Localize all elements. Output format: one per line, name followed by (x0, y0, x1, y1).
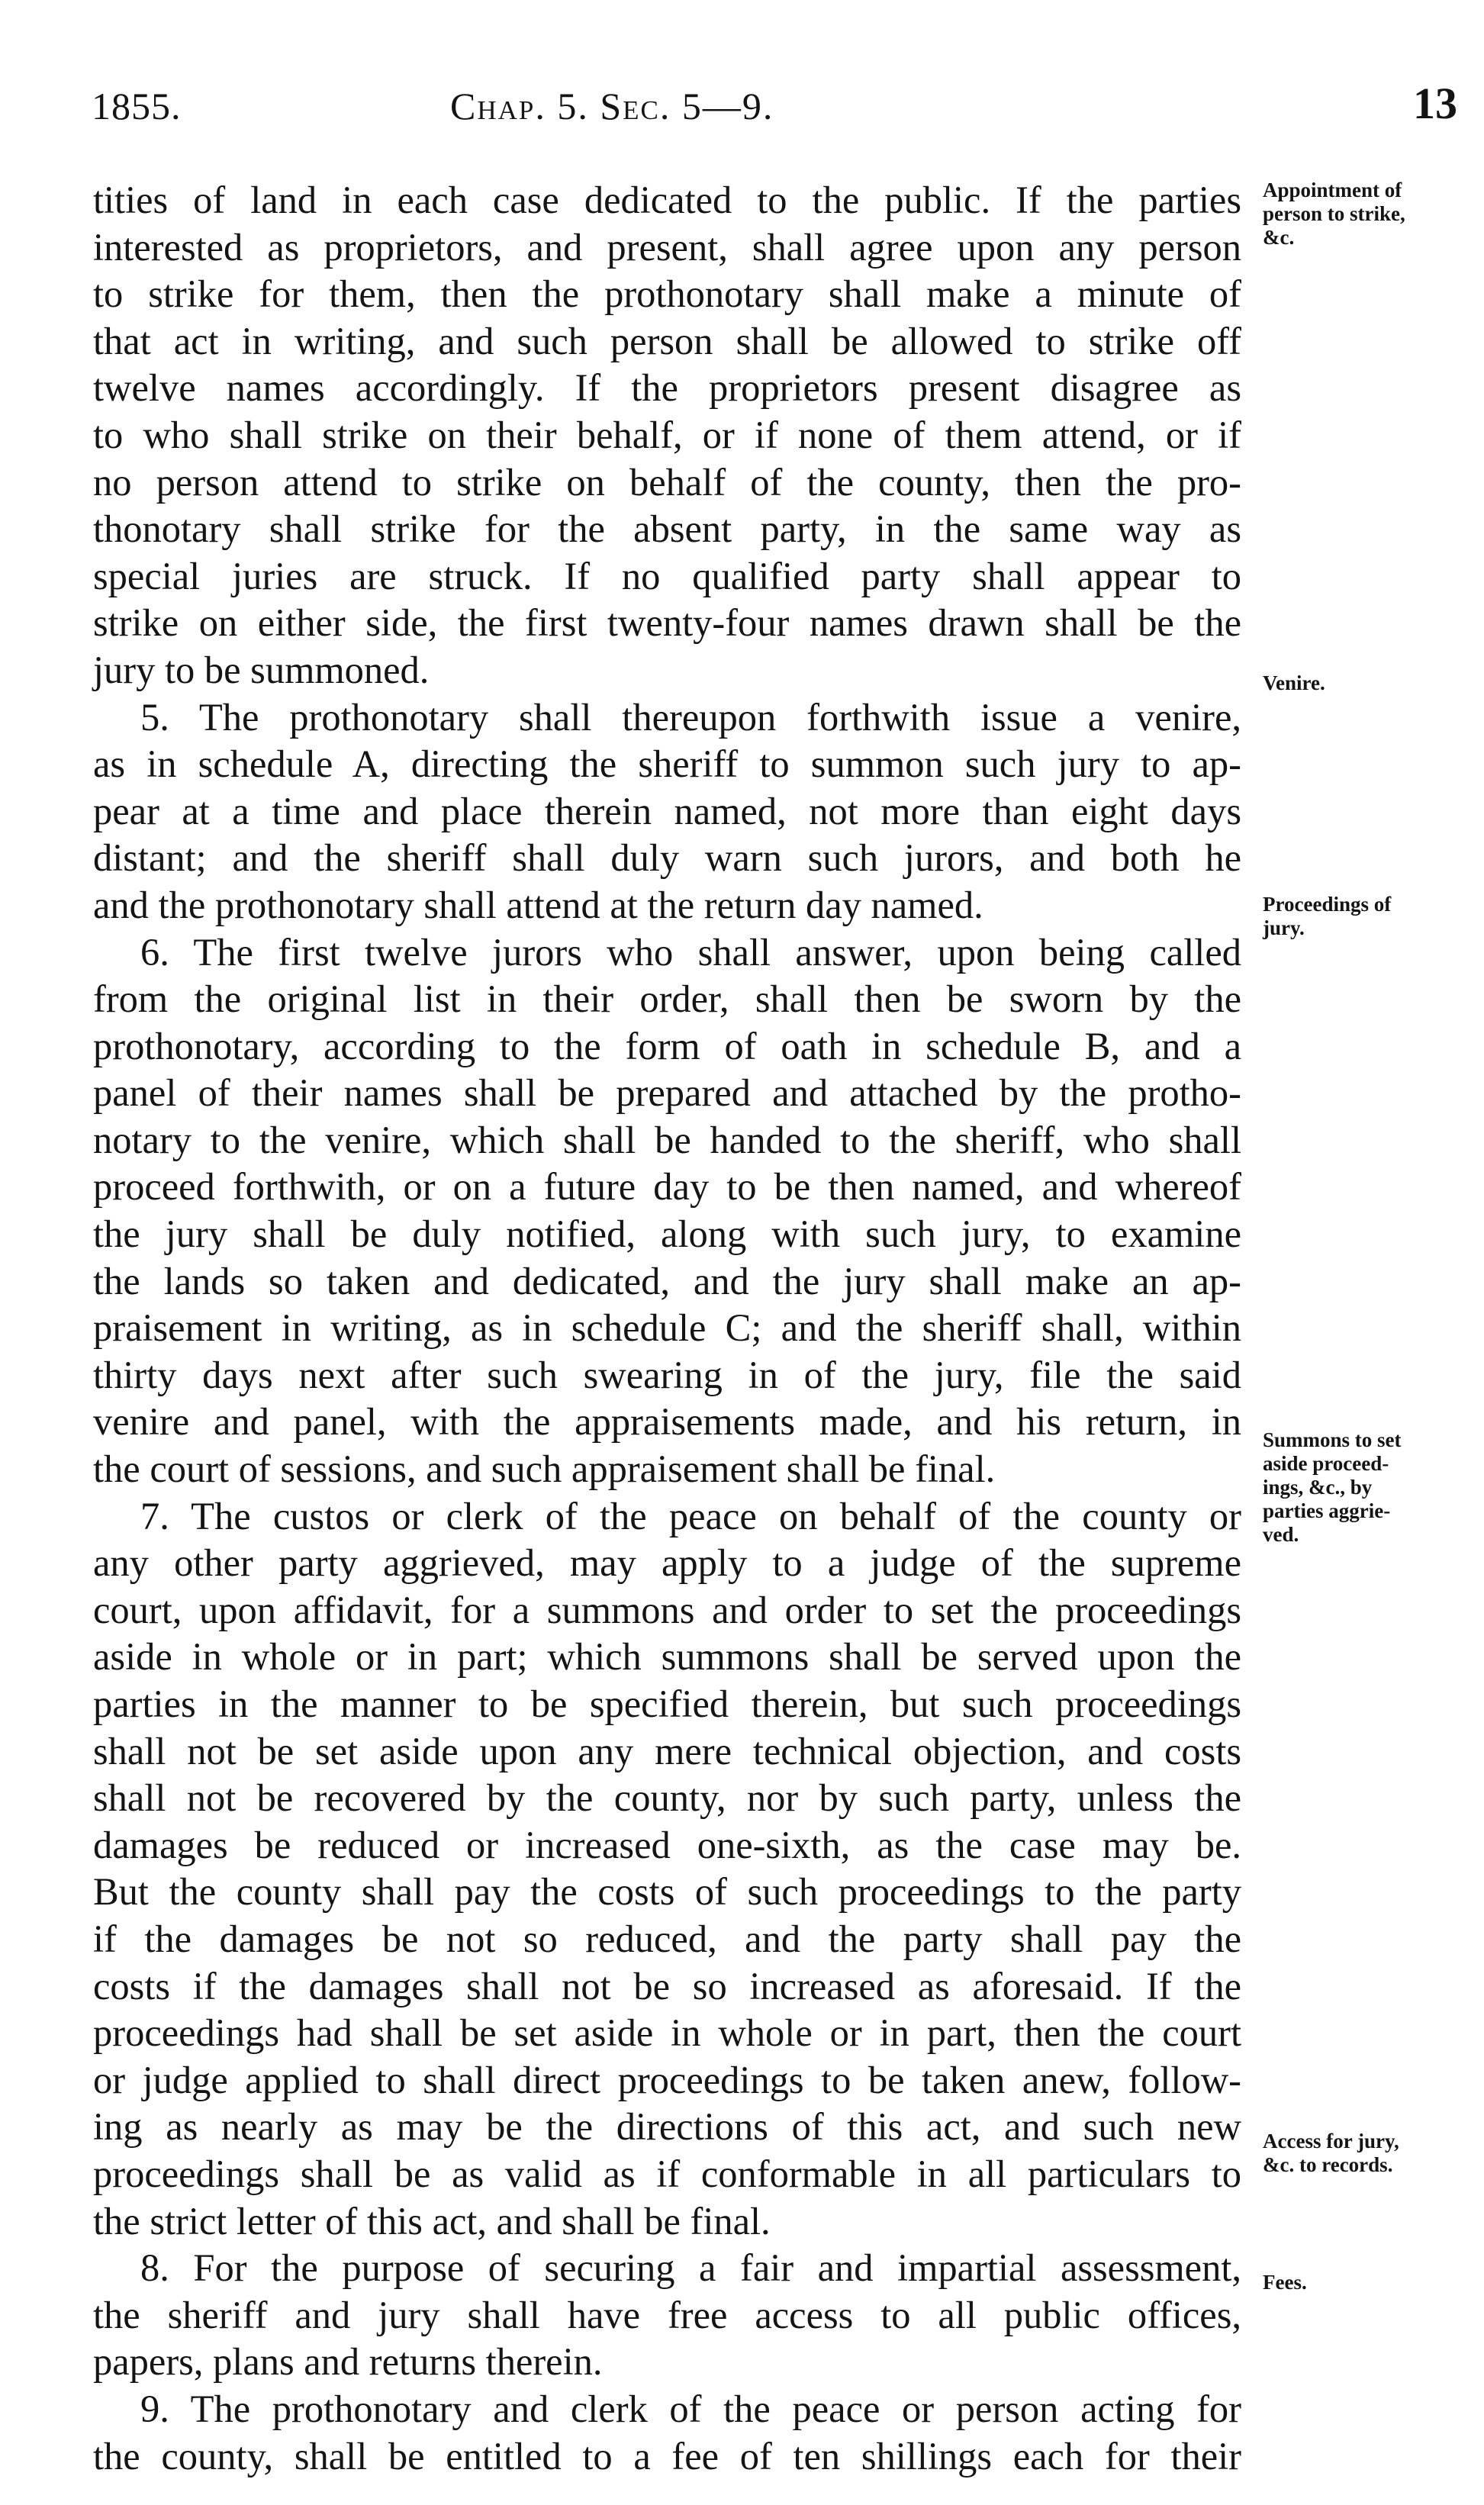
statute-body-text (93, 177, 1241, 2480)
text-line: the jury shall be duly notified, along with such jury, to examine (93, 1212, 1241, 1256)
text-line: papers, plans and returns therein. (93, 2340, 603, 2384)
margin-note-line: Appointment of (1263, 179, 1402, 201)
margin-note-line: ings, &c., by (1263, 1476, 1373, 1499)
margin-note-line: Proceedings of (1263, 893, 1392, 916)
text-line: proceedings shall be as valid as if conformable in all particulars to (93, 2152, 1241, 2195)
text-line: damages be reduced or increased one-sixth, as the case may be. (93, 1823, 1241, 1866)
text-line: jury to be summoned. (93, 648, 430, 691)
text-line: to strike for them, then the prothonotary shall make a minute of (93, 272, 1241, 316)
margin-note-line: &c. (1263, 226, 1295, 249)
text-line: prothonotary, according to the form of oath in schedule B, and a (93, 1024, 1241, 1067)
section-7-start: 7. The custos or clerk of the peace on behalf of the county or (140, 1494, 1241, 1537)
text-line: no person attend to strike on behalf of the county, then the pro- (93, 460, 1241, 504)
text-line: pear at a time and place therein named, not more than eight days (93, 789, 1241, 832)
text-line: from the original list in their order, shall then be sworn by the (93, 977, 1241, 1021)
text-line: distant; and the sheriff shall duly warn such jurors, and both he (93, 836, 1241, 880)
text-line: aside in whole or in part; which summons shall be served upon the (93, 1635, 1241, 1679)
text-line: that act in writing, and such person shall be allowed to strike off (93, 319, 1241, 362)
margin-note-line: jury. (1263, 916, 1305, 939)
text-line: any other party aggrieved, may apply to a judge of the supreme (93, 1541, 1241, 1585)
margin-note-proceedings-of-jury (1263, 893, 1461, 940)
text-line: venire and panel, with the appraisements made, and his return, in (93, 1400, 1241, 1444)
text-line: ing as nearly as may be the directions of this act, and such new (93, 2105, 1241, 2149)
section-6-start: 6. The first twelve jurors who shall answer, upon being called (140, 930, 1241, 974)
text-line: interested as proprietors, and present, shall agree upon any person (93, 225, 1241, 269)
text-line: court, upon affidavit, for a summons and order to set the proceedings (93, 1588, 1241, 1631)
text-line: thonotary shall strike for the absent party, in the same way as (93, 507, 1241, 551)
margin-note-line: ved. (1263, 1523, 1299, 1546)
header-year: 1855. (92, 85, 182, 127)
text-line: tities of land in each case dedicated to the public. If the parties (93, 179, 1241, 221)
text-line: But the county shall pay the costs of such proceedings to the party (93, 1870, 1241, 1914)
margin-note-appointment (1263, 179, 1461, 250)
text-line: parties in the manner to be specified therein, but such proceedings (93, 1682, 1241, 1725)
margin-note-fees (1263, 2271, 1461, 2294)
text-line: notary to the venire, which shall be handed to the sheriff, who shall (93, 1118, 1241, 1161)
section-5-start: 5. The prothonotary shall thereupon forthwith issue a venire, (140, 695, 1241, 739)
margin-note-line: person to strike, (1263, 202, 1405, 225)
page-number: 13 (1413, 79, 1457, 128)
margin-note-line: aside proceed- (1263, 1452, 1389, 1475)
text-line: praisement in writing, as in schedule C; and the sheriff shall, within (93, 1306, 1241, 1350)
margin-note-line: Summons to set (1263, 1428, 1402, 1451)
text-line: proceedings had shall be set aside in whole or in part, then the court (93, 2011, 1241, 2055)
text-line: or judge applied to shall direct proceedings to be taken anew, follow- (93, 2058, 1241, 2101)
header-chapter-section: Chap. 5. Sec. 5—9. (450, 85, 774, 127)
section-9-start: 9. The prothonotary and clerk of the peace or person acting for (140, 2387, 1241, 2430)
margin-note-line: Fees. (1263, 2271, 1307, 2294)
text-line: shall not be recovered by the county, nor by such party, unless the (93, 1776, 1241, 1820)
text-line: to who shall strike on their behalf, or if none of them attend, or if (93, 413, 1241, 456)
margin-note-venire (1263, 671, 1461, 695)
margin-note-line: Venire. (1263, 671, 1325, 694)
text-line: and the prothonotary shall attend at the return day named. (93, 883, 983, 926)
text-line: proceed forthwith, or on a future day to be then named, and whereof (93, 1165, 1241, 1209)
margin-note-summons (1263, 1428, 1461, 1547)
text-line: panel of their names shall be prepared and attached by the protho- (93, 1071, 1241, 1115)
running-header (92, 76, 1457, 137)
margin-note-line: Access for jury, (1263, 2130, 1399, 2152)
text-line: special juries are struck. If no qualified party shall appear to (93, 554, 1241, 597)
margin-note-access-for-jury (1263, 2130, 1461, 2177)
text-line: the sheriff and jury shall have free access to all public offices, (93, 2293, 1241, 2336)
section-8-start: 8. For the purpose of securing a fair and impartial assessment, (140, 2246, 1241, 2290)
text-line: if the damages be not so reduced, and the party shall pay the (93, 1917, 1241, 1960)
margin-note-line: parties aggrie- (1263, 1499, 1391, 1522)
text-line: twelve names accordingly. If the proprietors present disagree as (93, 366, 1241, 410)
margin-note-line: &c. to records. (1263, 2153, 1393, 2176)
text-line: thirty days next after such swearing in of the jury, file the said (93, 1353, 1241, 1396)
text-line: costs if the damages shall not be so increased as aforesaid. If the (93, 1964, 1241, 2008)
text-line: as in schedule A, directing the sheriff to summon such jury to ap- (93, 742, 1241, 786)
text-line: the lands so taken and dedicated, and the jury shall make an ap- (93, 1259, 1241, 1302)
text-line: shall not be set aside upon any mere technical objection, and costs (93, 1729, 1241, 1772)
text-line: the court of sessions, and such appraisement shall be final. (93, 1447, 996, 1491)
text-line: the strict letter of this act, and shall be final. (93, 2199, 771, 2243)
text-line: the county, shall be entitled to a fee of ten shillings each for their (93, 2434, 1241, 2478)
text-line: strike on either side, the first twenty-four names drawn shall be the (93, 601, 1241, 645)
